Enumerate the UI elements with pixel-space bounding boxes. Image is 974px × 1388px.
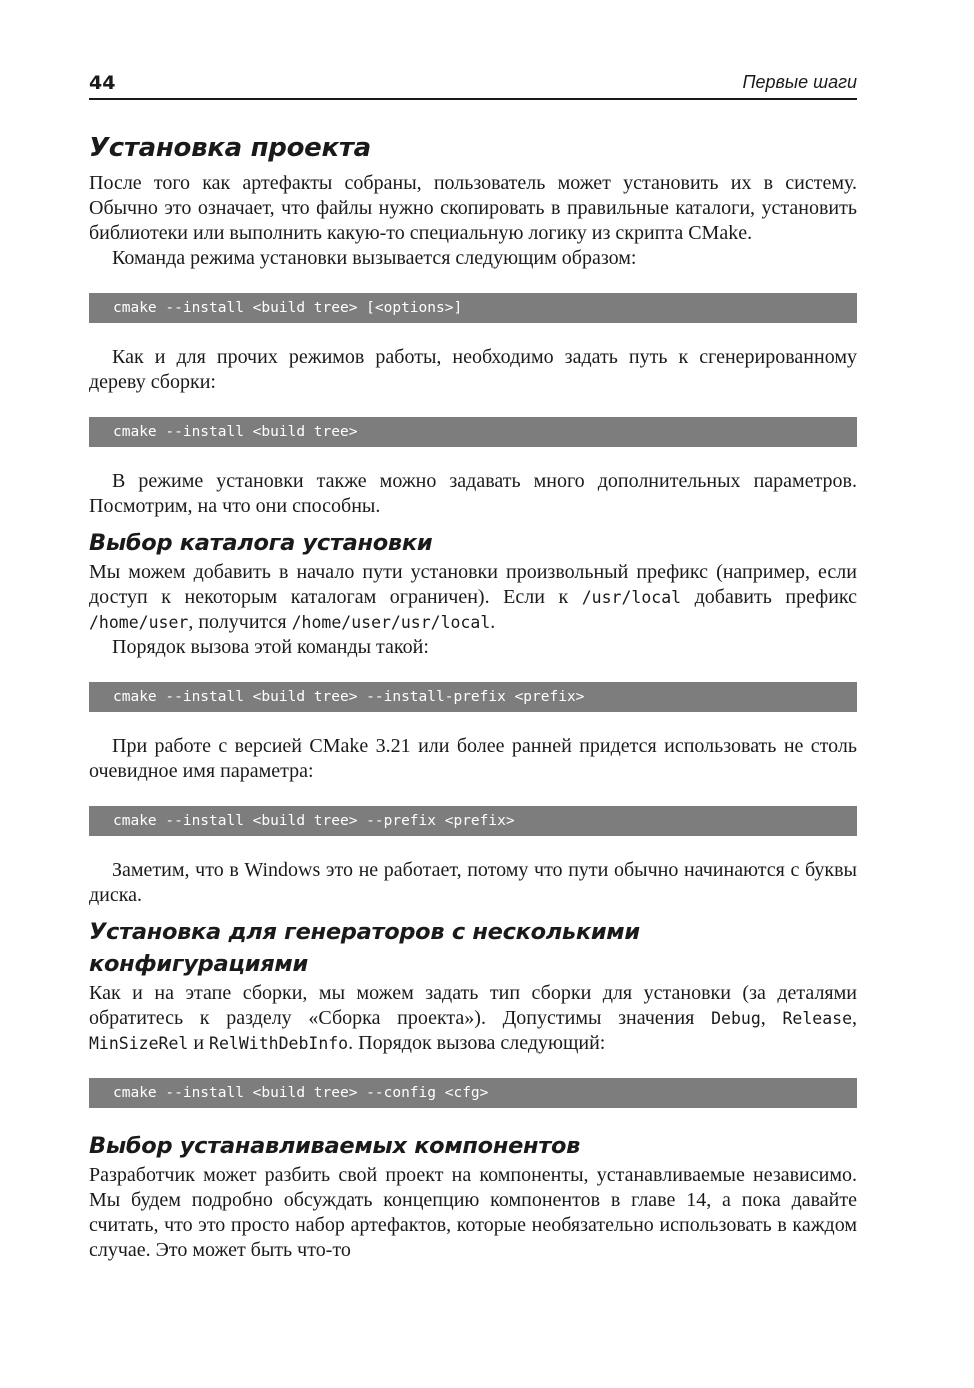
code-block-install-options: cmake --install <build tree> [<options>] <box>89 293 857 323</box>
text-run: добавить префикс <box>681 586 857 608</box>
text-run: , <box>760 1007 783 1029</box>
code-block-install-basic: cmake --install <build tree> <box>89 417 857 447</box>
section-title-prefix: Выбор каталога установки <box>89 530 433 556</box>
page-content <box>89 128 857 1263</box>
inline-code-usr-local: /usr/local <box>581 588 682 607</box>
running-header <box>89 70 857 100</box>
section-title-multiconfig: Установка для генераторов с несколькими конфигурациями <box>89 919 640 977</box>
section-title-install: Установка проекта <box>89 133 371 163</box>
text-run: , <box>852 1007 858 1029</box>
section-title-components: Выбор устанавливаемых компонентов <box>89 1133 581 1159</box>
text-run: и <box>188 1032 210 1054</box>
paragraph-components: Разработчик может разбить свой проект на компоненты, устанавливаемые независимо. Мы будем подробно обсуждать концепцию компонентов в главе 14, а пока давайте считать, что это просто набор артефактов, которые необязательно использовать в каждом случае. Это может быть что-то <box>89 1164 857 1261</box>
inline-code-home-user: /home/user <box>89 613 189 632</box>
text-run: Как и на этапе сборки, мы можем задать тип сборки для установки (за деталями обратитесь к разделу «Сборка проекта»). Допустимы значения <box>89 982 857 1029</box>
paragraph-install-path: Как и для прочих режимов работы, необходимо задать путь к сгенерированному дереву сборки: <box>89 346 857 393</box>
text-run: . <box>490 611 496 633</box>
chapter-title: Первые шаги <box>742 72 857 92</box>
code-block-install-config: cmake --install <build tree> --config <cfg> <box>89 1078 857 1108</box>
paragraph-install-params: В режиме установки также можно задавать много дополнительных параметров. Посмотрим, на что они способны. <box>89 470 857 517</box>
inline-code-relwithdebinfo: RelWithDebInfo <box>209 1034 349 1053</box>
paragraph-install-command: Команда режима установки вызывается следующим образом: <box>112 247 637 269</box>
code-block-install-prefix: cmake --install <build tree> --install-prefix <prefix> <box>89 682 857 712</box>
text-run: . Порядок вызова следующий: <box>348 1032 606 1054</box>
text-run: Мы можем добавить в начало пути установки произвольный префикс (например, если доступ к некоторым каталогам ограничен). Если к <box>89 561 857 608</box>
paragraph-prefix-intro <box>89 560 857 635</box>
text-run: , получится <box>188 611 292 633</box>
paragraph-multiconfig <box>89 981 857 1056</box>
page-number: 44 <box>89 72 116 94</box>
inline-code-full-path: /home/user/usr/local <box>291 613 491 632</box>
inline-code-minsizerel: MinSizeRel <box>89 1034 189 1053</box>
paragraph-prefix-order: Порядок вызова этой команды такой: <box>112 636 429 658</box>
paragraph-prefix-windows: Заметим, что в Windows это не работает, потому что пути обычно начинаются с буквы диска. <box>89 859 857 906</box>
inline-code-release: Release <box>782 1009 853 1028</box>
paragraph-prefix-legacy: При работе с версией CMake 3.21 или более ранней придется использовать не столь очевидное имя параметра: <box>89 735 857 782</box>
code-block-prefix-legacy: cmake --install <build tree> --prefix <prefix> <box>89 806 857 836</box>
paragraph-install-intro: После того как артефакты собраны, пользователь может установить их в систему. Обычно это означает, что файлы нужно скопировать в правильные каталоги, установить библиотеки или выполнить какую-то специальную логику из скрипта CMake. <box>89 172 857 244</box>
inline-code-debug: Debug <box>711 1009 761 1028</box>
